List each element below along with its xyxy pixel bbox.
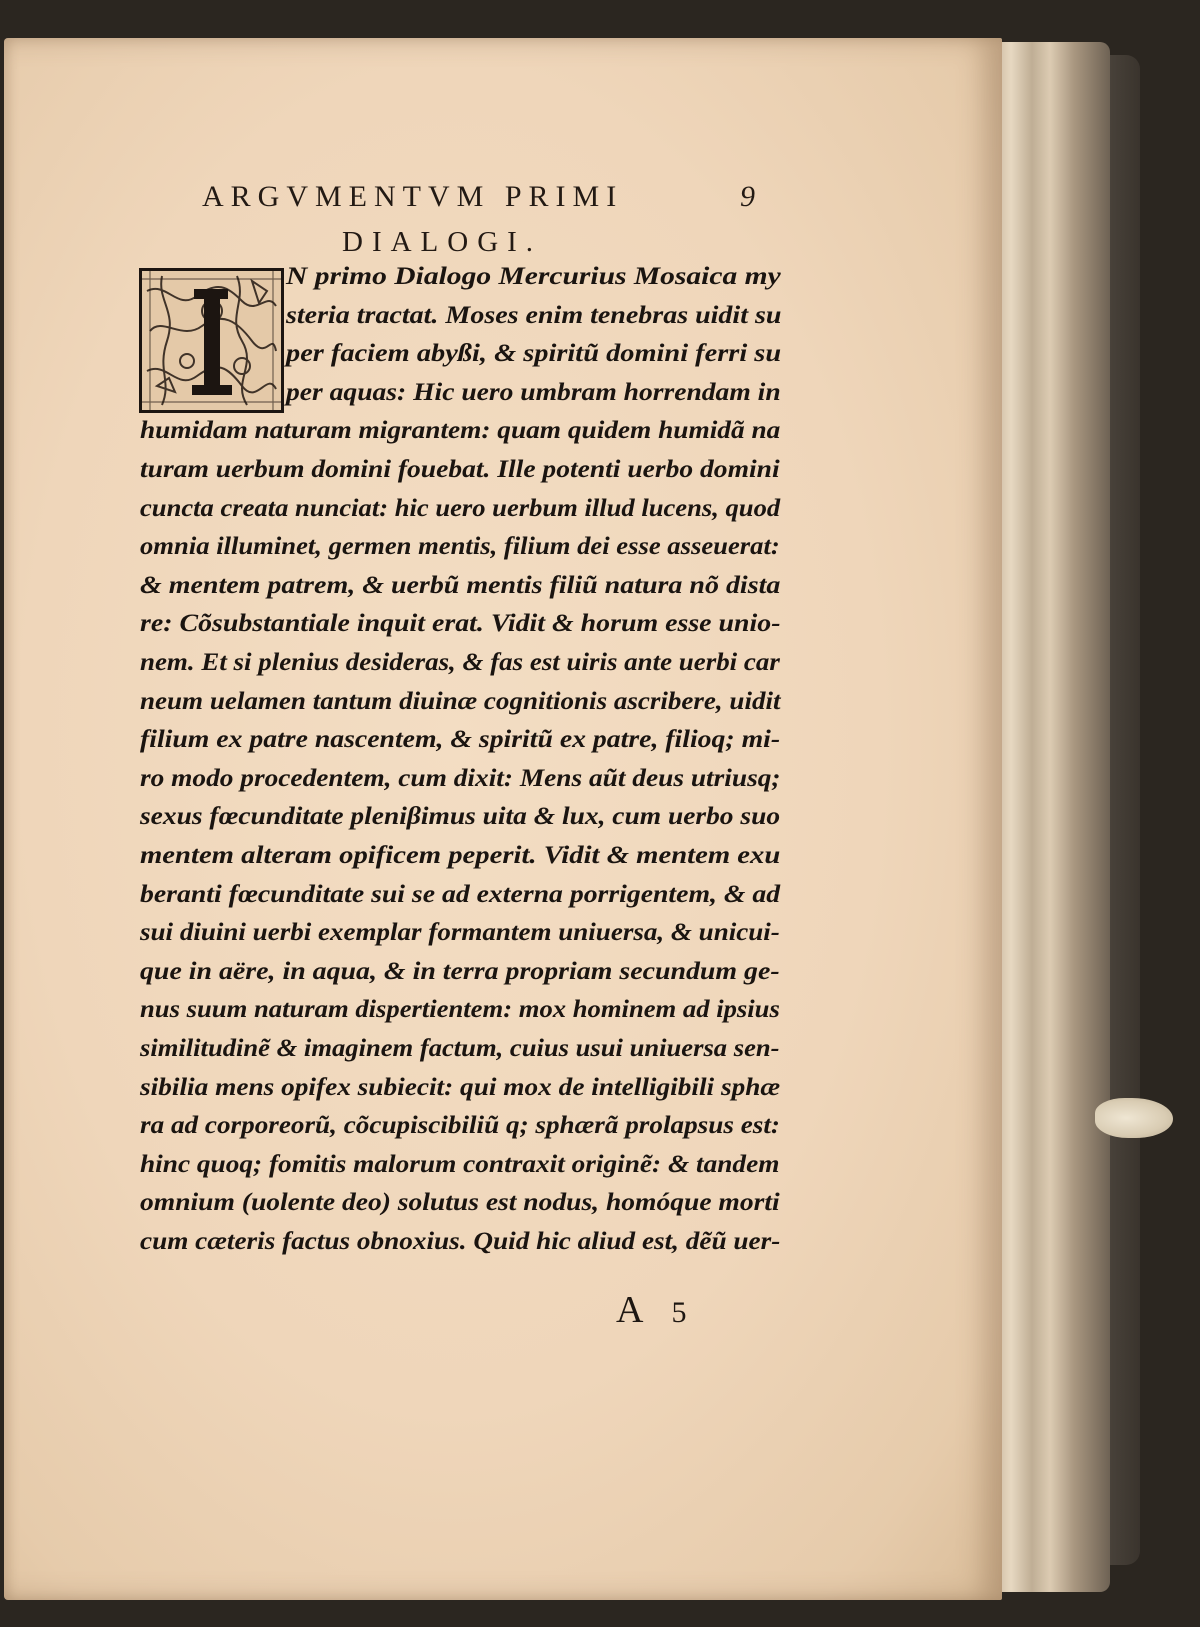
- decorated-initial-letter-icon: [142, 271, 281, 410]
- folio-number: 9: [740, 180, 755, 213]
- text-line: ro modo procedentem, cum dixit: Mens aũt deus utriusq;: [140, 764, 781, 792]
- text-line: omnium (uolente deo) solutus est nodus, homóque morti: [140, 1189, 780, 1217]
- text-line: sibilia mens opifex subiecit: qui mox de intelligibili sphæ: [140, 1073, 781, 1101]
- bookmark-ribbon: [1095, 1098, 1173, 1138]
- text-line: per faciem abyßi, & spiritũ domini ferri su: [286, 340, 782, 368]
- signature-number: 5: [671, 1296, 687, 1329]
- running-head: [202, 180, 802, 214]
- text-line: re: Cõsubstantiale inquit erat. Vidit & horum esse unio-: [140, 610, 781, 638]
- section-subheading: DIALOGI.: [342, 226, 543, 258]
- book-page: [4, 38, 1002, 1600]
- text-line: & mentem patrem, & uerbũ mentis filiũ natura nõ dista: [140, 571, 781, 599]
- text-line: mentem alteram opificem peperit. Vidit & mentem exu: [140, 842, 781, 869]
- text-line: cum cæteris factus obnoxius. Quid hic aliud est, dẽũ uer-: [140, 1228, 781, 1255]
- signature-letter: A: [616, 1289, 644, 1331]
- running-head-title: ARGVMENTVM PRIMI: [202, 180, 624, 213]
- text-line: similitudinẽ & imaginem factum, cuius usui uniuersa sen-: [140, 1035, 780, 1062]
- text-line: humidam naturam migrantem: quam quidem humidã na: [140, 417, 781, 445]
- text-line: per aquas: Hic uero umbram horrendam in: [286, 378, 781, 406]
- text-line: steria tractat. Moses enim tenebras uidit su: [286, 301, 782, 329]
- text-line: ra ad corporeorũ, cõcupiscibiliũ q; sphærã prolapsus est:: [140, 1112, 780, 1140]
- text-line: N primo Dialogo Mercurius Mosaica my: [286, 263, 781, 290]
- text-line: filium ex patre nascentem, & spiritũ ex patre, filioq; mi-: [140, 726, 781, 754]
- text-line: que in aëre, in aqua, & in terra propriam secundum ge-: [140, 957, 780, 985]
- text-line: sexus fœcunditate pleniβimus uita & lux, cum uerbo suo: [140, 803, 781, 831]
- signature-mark: [616, 1288, 686, 1332]
- text-line: hinc quoq; fomitis malorum contraxit originẽ: & tandem: [140, 1150, 780, 1178]
- text-line: neum uelamen tantum diuinæ cognitionis ascribere, uidit: [140, 687, 781, 715]
- text-line: cuncta creata nunciat: hic uero uerbum illud lucens, quod: [140, 494, 781, 522]
- text-line: nem. Et si plenius desideras, & fas est uiris ante uerbi car: [140, 649, 780, 676]
- text-line: turam uerbum domini fouebat. Ille potenti uerbo domini: [140, 456, 780, 483]
- text-line: beranti fœcunditate sui se ad externa porrigentem, & ad: [140, 880, 781, 908]
- text-line: sui diuini uerbi exemplar formantem uniuersa, & unicui-: [140, 919, 780, 947]
- decorated-initial: [139, 268, 284, 413]
- text-line: omnia illuminet, germen mentis, filium dei esse asseuerat:: [140, 533, 780, 561]
- text-line: nus suum naturam dispertientem: mox hominem ad ipsius: [140, 996, 780, 1024]
